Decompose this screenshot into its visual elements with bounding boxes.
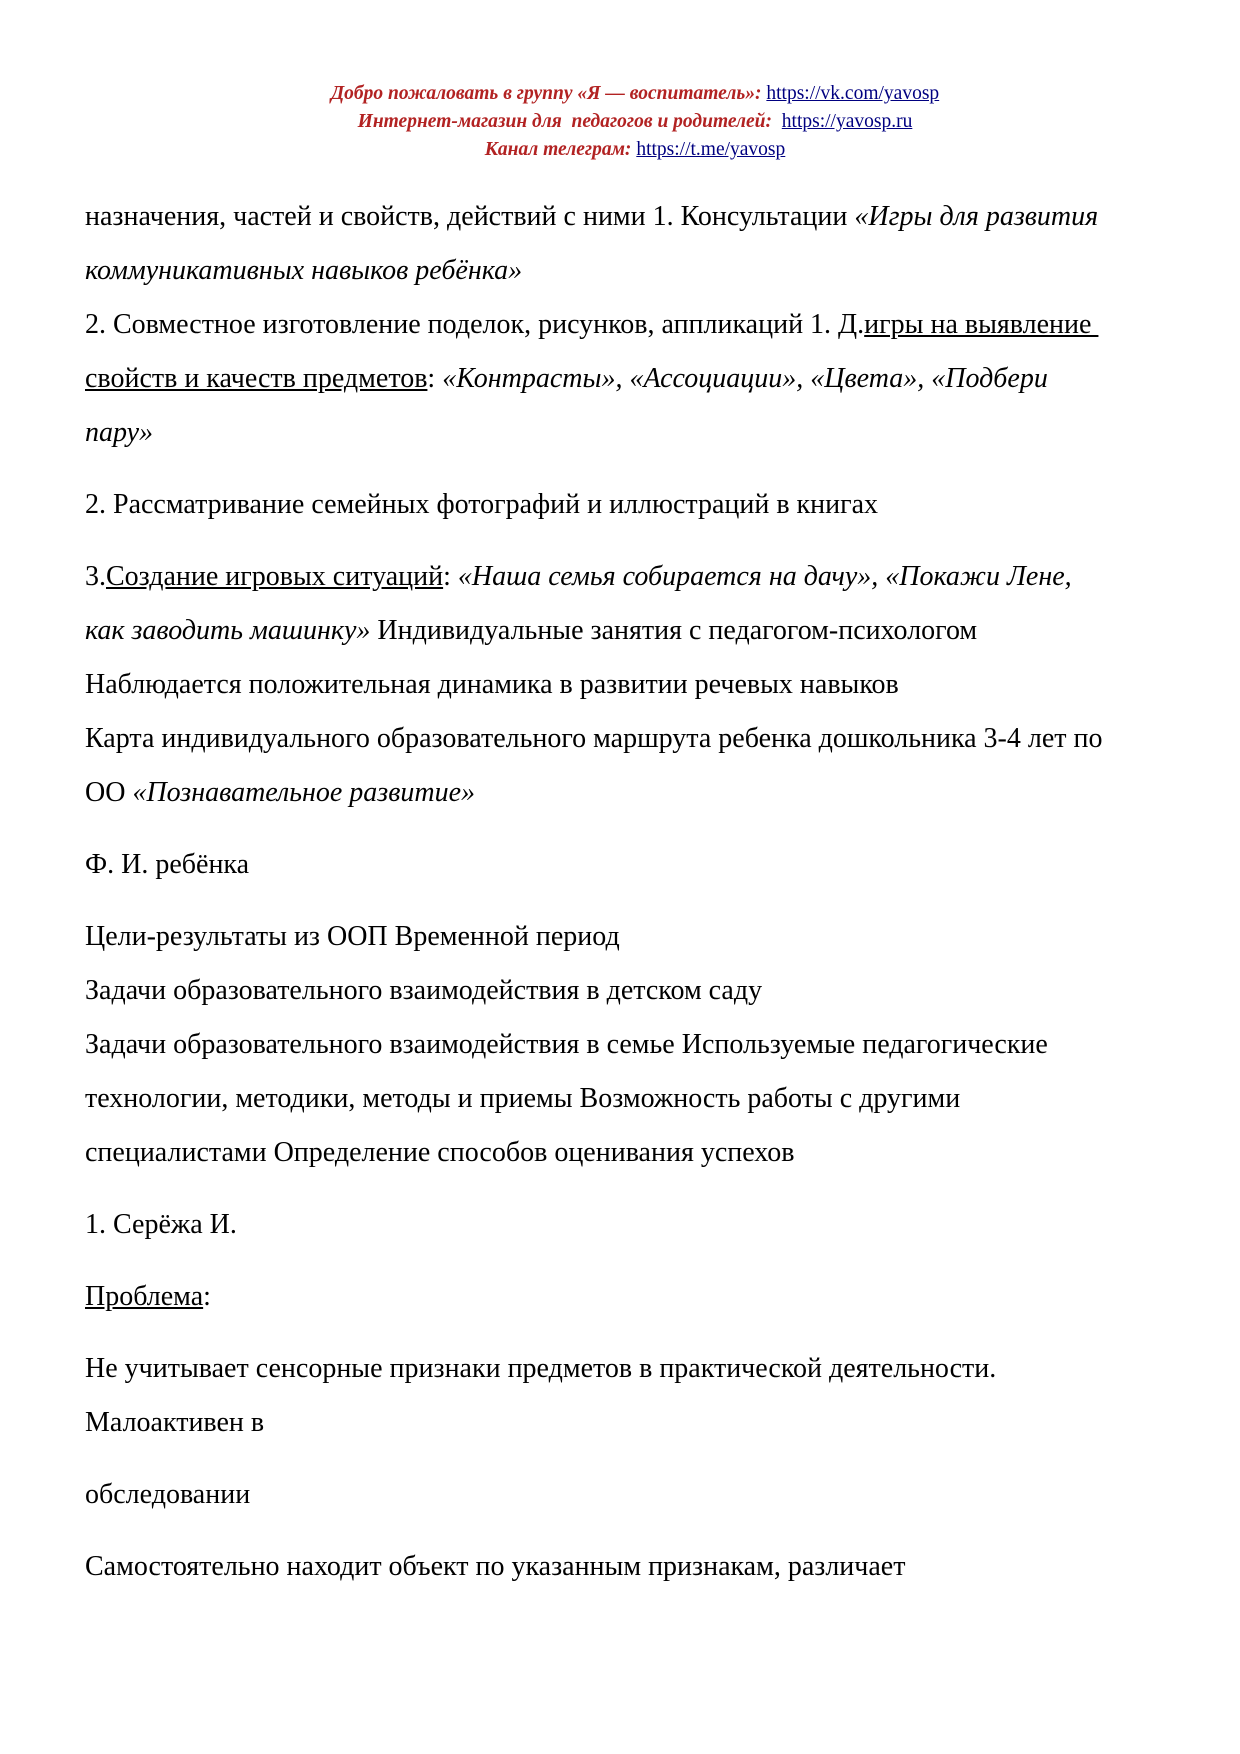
paragraph	[85, 1198, 1185, 1252]
text-line	[85, 1126, 1185, 1180]
text-segment: ОО	[85, 777, 133, 808]
text-segment: «Познавательное развитие»	[132, 777, 476, 808]
paragraph	[85, 1270, 1185, 1324]
document-body	[85, 190, 1185, 1594]
text-segment: «Игры для развития	[854, 201, 1099, 232]
text-segment: :	[427, 363, 443, 394]
text-segment: игры на выявление	[864, 309, 1099, 340]
text-segment: :	[443, 561, 458, 592]
paragraph	[85, 298, 1185, 460]
text-segment: свойств и качеств предметов	[85, 363, 428, 394]
text-line	[85, 1540, 1185, 1594]
telegram-label: Канал телеграм:	[484, 139, 637, 160]
text-segment: Задачи образовательного взаимодействия в детском саду	[85, 975, 763, 1006]
shop-link[interactable]: https://yavosp.ru	[781, 111, 913, 132]
text-segment: назначения, частей и свойств, действий с ними 1. Консультации	[85, 201, 855, 232]
vk-group-label: Добро пожаловать в группу «Я — воспитатель»:	[330, 83, 767, 104]
text-segment: «Наша семья собирается на дачу», «Покажи Лене,	[457, 561, 1072, 592]
text-line	[85, 1396, 1185, 1450]
text-segment: 3.	[85, 561, 106, 592]
text-line	[85, 1270, 1185, 1324]
text-line	[85, 1072, 1185, 1126]
text-segment: 1. Серёжа И.	[85, 1209, 237, 1240]
text-line	[85, 604, 1185, 658]
text-segment: пару»	[85, 417, 154, 448]
text-line	[85, 964, 1185, 1018]
text-segment: :	[203, 1281, 211, 1312]
text-line	[85, 1018, 1185, 1072]
paragraph	[85, 964, 1185, 1018]
text-segment: Создание игровых ситуаций	[106, 561, 444, 592]
text-segment: специалистами Определение способов оценивания успехов	[85, 1137, 795, 1168]
paragraph	[85, 658, 1185, 712]
text-line	[85, 352, 1185, 406]
text-line	[85, 658, 1185, 712]
text-segment: Малоактивен в	[85, 1407, 265, 1438]
text-line	[85, 550, 1185, 604]
text-line	[85, 838, 1185, 892]
text-line	[85, 712, 1185, 766]
text-line	[85, 406, 1185, 460]
vk-link[interactable]: https://vk.com/yavosp	[766, 83, 940, 104]
text-segment: обследовании	[85, 1479, 251, 1510]
telegram-link[interactable]: https://t.me/yavosp	[636, 139, 786, 160]
text-segment: технологии, методики, методы и приемы Возможность работы с другими	[85, 1083, 961, 1114]
text-line	[85, 1198, 1185, 1252]
text-line	[85, 244, 1185, 298]
paragraph	[85, 1540, 1185, 1594]
text-segment: Самостоятельно находит объект по указанным признакам, различает	[85, 1551, 906, 1582]
paragraph	[85, 838, 1185, 892]
text-segment: 2. Совместное изготовление поделок, рисунков, аппликаций 1. Д.	[85, 309, 865, 340]
text-segment: Цели-результаты из ООП Временной период	[85, 921, 620, 952]
text-line	[85, 910, 1185, 964]
text-segment: «Контрасты», «Ассоциации», «Цвета», «Подбери	[442, 363, 1048, 394]
text-line	[85, 1342, 1185, 1396]
text-line	[85, 1468, 1185, 1522]
text-segment: Индивидуальные занятия с педагогом-психологом	[370, 615, 978, 646]
header-line-vk	[85, 80, 1185, 108]
text-segment: коммуникативных навыков ребёнка»	[85, 255, 523, 286]
paragraph	[85, 1342, 1185, 1450]
text-segment: Ф. И. ребёнка	[85, 849, 250, 880]
paragraph	[85, 478, 1185, 532]
header-line-shop	[85, 108, 1185, 136]
text-line	[85, 478, 1185, 532]
text-segment: 2. Рассматривание семейных фотографий и иллюстраций в книгах	[85, 489, 879, 520]
text-segment: Карта индивидуального образовательного маршрута ребенка дошкольника 3-4 лет по	[85, 723, 1103, 754]
paragraph	[85, 190, 1185, 298]
text-line	[85, 190, 1185, 244]
header-line-telegram	[85, 136, 1185, 164]
paragraph	[85, 1018, 1185, 1180]
promo-header	[85, 80, 1185, 164]
text-line	[85, 298, 1185, 352]
paragraph	[85, 910, 1185, 964]
shop-label: Интернет-магазин для педагогов и родителей:	[357, 111, 782, 132]
paragraph	[85, 712, 1185, 820]
paragraph	[85, 550, 1185, 658]
text-segment: как заводить машинку»	[85, 615, 371, 646]
text-segment: Не учитывает сенсорные признаки предметов в практической деятельности.	[85, 1353, 997, 1384]
text-segment: Задачи образовательного взаимодействия в семье Используемые педагогические	[85, 1029, 1048, 1060]
text-line	[85, 766, 1185, 820]
text-segment: Наблюдается положительная динамика в развитии речевых навыков	[85, 669, 899, 700]
text-segment: Проблема	[85, 1281, 204, 1312]
paragraph	[85, 1468, 1185, 1522]
